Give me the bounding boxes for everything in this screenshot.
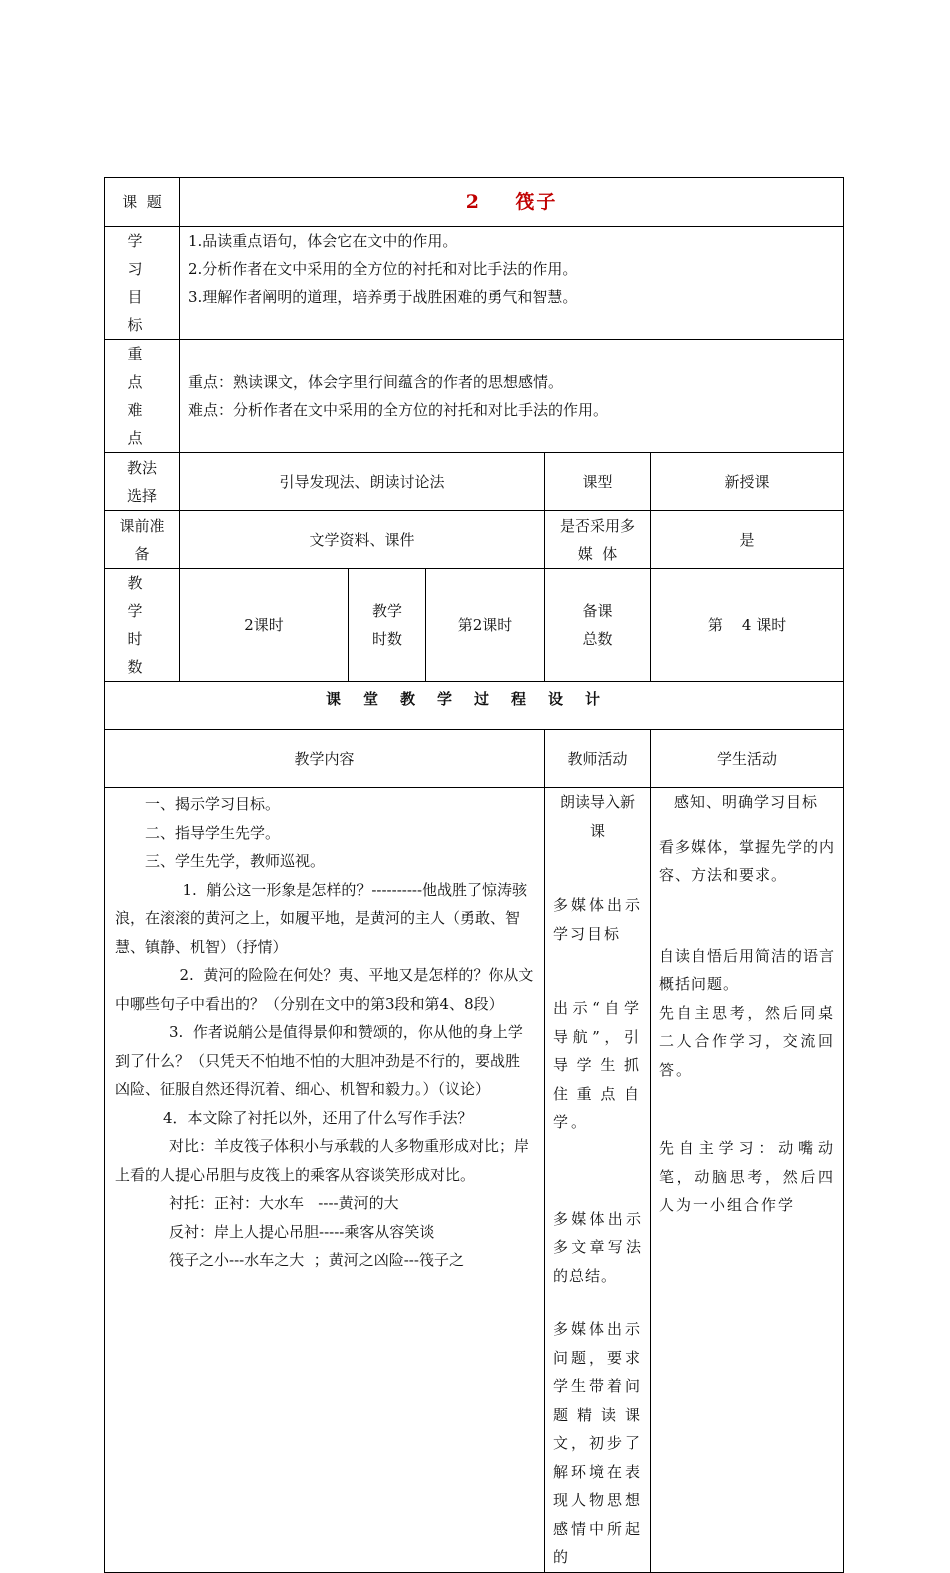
objectives-list — [180, 227, 844, 340]
key-point-item: 重点：熟读课文，体会字里行间蕴含的作者的思想感情。 — [188, 373, 564, 391]
objective-item: 3.理解作者阐明的道理，培养勇于战胜困难的勇气和智慧。 — [188, 288, 578, 306]
question-4: 4．本文除了衬托以外，还用了什么写作手法？ — [163, 1108, 473, 1127]
teaching-content — [105, 788, 545, 1573]
foil-note-3: 筏子之小---水车之大 ；黄河之凶险---筏子之 — [169, 1251, 464, 1269]
step-3: 三、学生先学，教师巡视。 — [145, 852, 326, 870]
hours-row — [105, 569, 844, 682]
total-value: 第 4 课时 — [651, 569, 844, 682]
contrast-note: 对比：羊皮筏子体积小与承载的人多物重形成对比；岸上看的人提心吊胆与皮筏上的乘客从容谈笑形成对比。 — [115, 1137, 530, 1184]
objectives-row — [105, 227, 844, 340]
total-label: 备课 总数 — [545, 569, 651, 682]
subject-label: 课 题 — [105, 178, 180, 227]
media-label: 是否采用多 媒 体 — [545, 511, 651, 569]
lesson-type-label: 课型 — [545, 453, 651, 511]
objectives-label: 学 习 目 标 — [105, 227, 180, 340]
student-activity: 自读自悟后用简洁的语言概括问题。 — [659, 946, 836, 993]
process-row — [105, 788, 844, 1573]
hours-label: 教 学 时 数 — [105, 569, 180, 682]
teacher-activity: 多媒体出示多文章写法的总结。 — [553, 1209, 642, 1285]
objective-item: 2.分析作者在文中采用的全方位的衬托和对比手法的作用。 — [188, 260, 578, 278]
objective-item: 1.品读重点语句，体会它在文中的作用。 — [188, 232, 458, 250]
question-2: 2. 黄河的险险在何处？夷、平地又是怎样的？你从文中哪些句子中看出的？（分别在文中的第3段和第4、8段） — [115, 966, 534, 1013]
key-point-item: 难点：分析作者在文中采用的全方位的衬托和对比手法的作用。 — [188, 401, 609, 419]
section-title-row — [105, 682, 844, 730]
column-header-row — [105, 730, 844, 788]
preparation-row — [105, 511, 844, 569]
teacher-activities — [545, 788, 651, 1573]
foil-note-1: 衬托：正衬：大水车 ----黄河的大 — [169, 1194, 399, 1212]
preparation-value: 文学资料、课件 — [180, 511, 545, 569]
lesson-title — [180, 178, 844, 227]
lesson-title-text: 2 筏子 — [465, 190, 558, 213]
student-activity: 先自主学习：动嘴动笔，动脑思考，然后四人为一小组合作学 — [659, 1139, 836, 1214]
lesson-plan-table — [104, 177, 844, 1573]
teacher-column-header: 教师活动 — [545, 730, 651, 788]
session-label: 教学 时数 — [349, 569, 426, 682]
student-activities — [651, 788, 844, 1573]
key-points-list — [180, 340, 844, 453]
student-activity: 看多媒体，掌握先学的内容、方法和要求。 — [659, 837, 836, 884]
hours-value: 2课时 — [180, 569, 349, 682]
preparation-label: 课前准 备 — [105, 511, 180, 569]
method-label: 教法 选择 — [105, 453, 180, 511]
foil-note-2: 反衬：岸上人提心吊胆-----乘客从容笑谈 — [169, 1222, 435, 1241]
key-points-label: 重 点 难 点 — [105, 340, 180, 453]
teacher-activity: 出示“自学导航”，引导学生抓住重点自学。 — [553, 999, 642, 1131]
media-value: 是 — [651, 511, 844, 569]
lesson-type-value: 新授课 — [651, 453, 844, 511]
content-column-header: 教学内容 — [105, 730, 545, 788]
step-2: 二、指导学生先学。 — [145, 823, 281, 842]
question-1: 1. 艄公这一形象是怎样的？----------他战胜了惊涛骇浪，在滚滚的黄河之上，如履平地，是黄河的主人（勇敢、智慧、镇静、机智）（抒情） — [115, 880, 528, 956]
method-value: 引导发现法、朗读讨论法 — [180, 453, 545, 511]
teacher-activity: 多媒体出示问题，要求学生带着问题精读课文，初步了解环境在表现人物思想感情中所起的 — [553, 1320, 642, 1566]
key-points-row — [105, 340, 844, 453]
student-column-header: 学生活动 — [651, 730, 844, 788]
student-activity: 感知、明确学习目标 — [674, 793, 819, 811]
teacher-activity: 朗读导入新课 — [559, 793, 635, 840]
step-1: 一、揭示学习目标。 — [145, 795, 281, 813]
teacher-activity: 多媒体出示学习目标 — [553, 896, 642, 943]
question-3: 3. 作者说艄公是值得景仰和赞颂的，你从他的身上学到了什么？（只凭天不怕地不怕的大胆冲劲是不行的，要战胜凶险、征服自然还得沉着、细心、机智和毅力。）（议论） — [115, 1023, 523, 1098]
section-title: 课堂教学过程设计 — [105, 682, 844, 730]
method-row — [105, 453, 844, 511]
title-row — [105, 178, 844, 227]
session-value: 第2课时 — [426, 569, 545, 682]
student-activity: 先自主思考，然后同桌二人合作学习，交流回答。 — [659, 1003, 836, 1079]
